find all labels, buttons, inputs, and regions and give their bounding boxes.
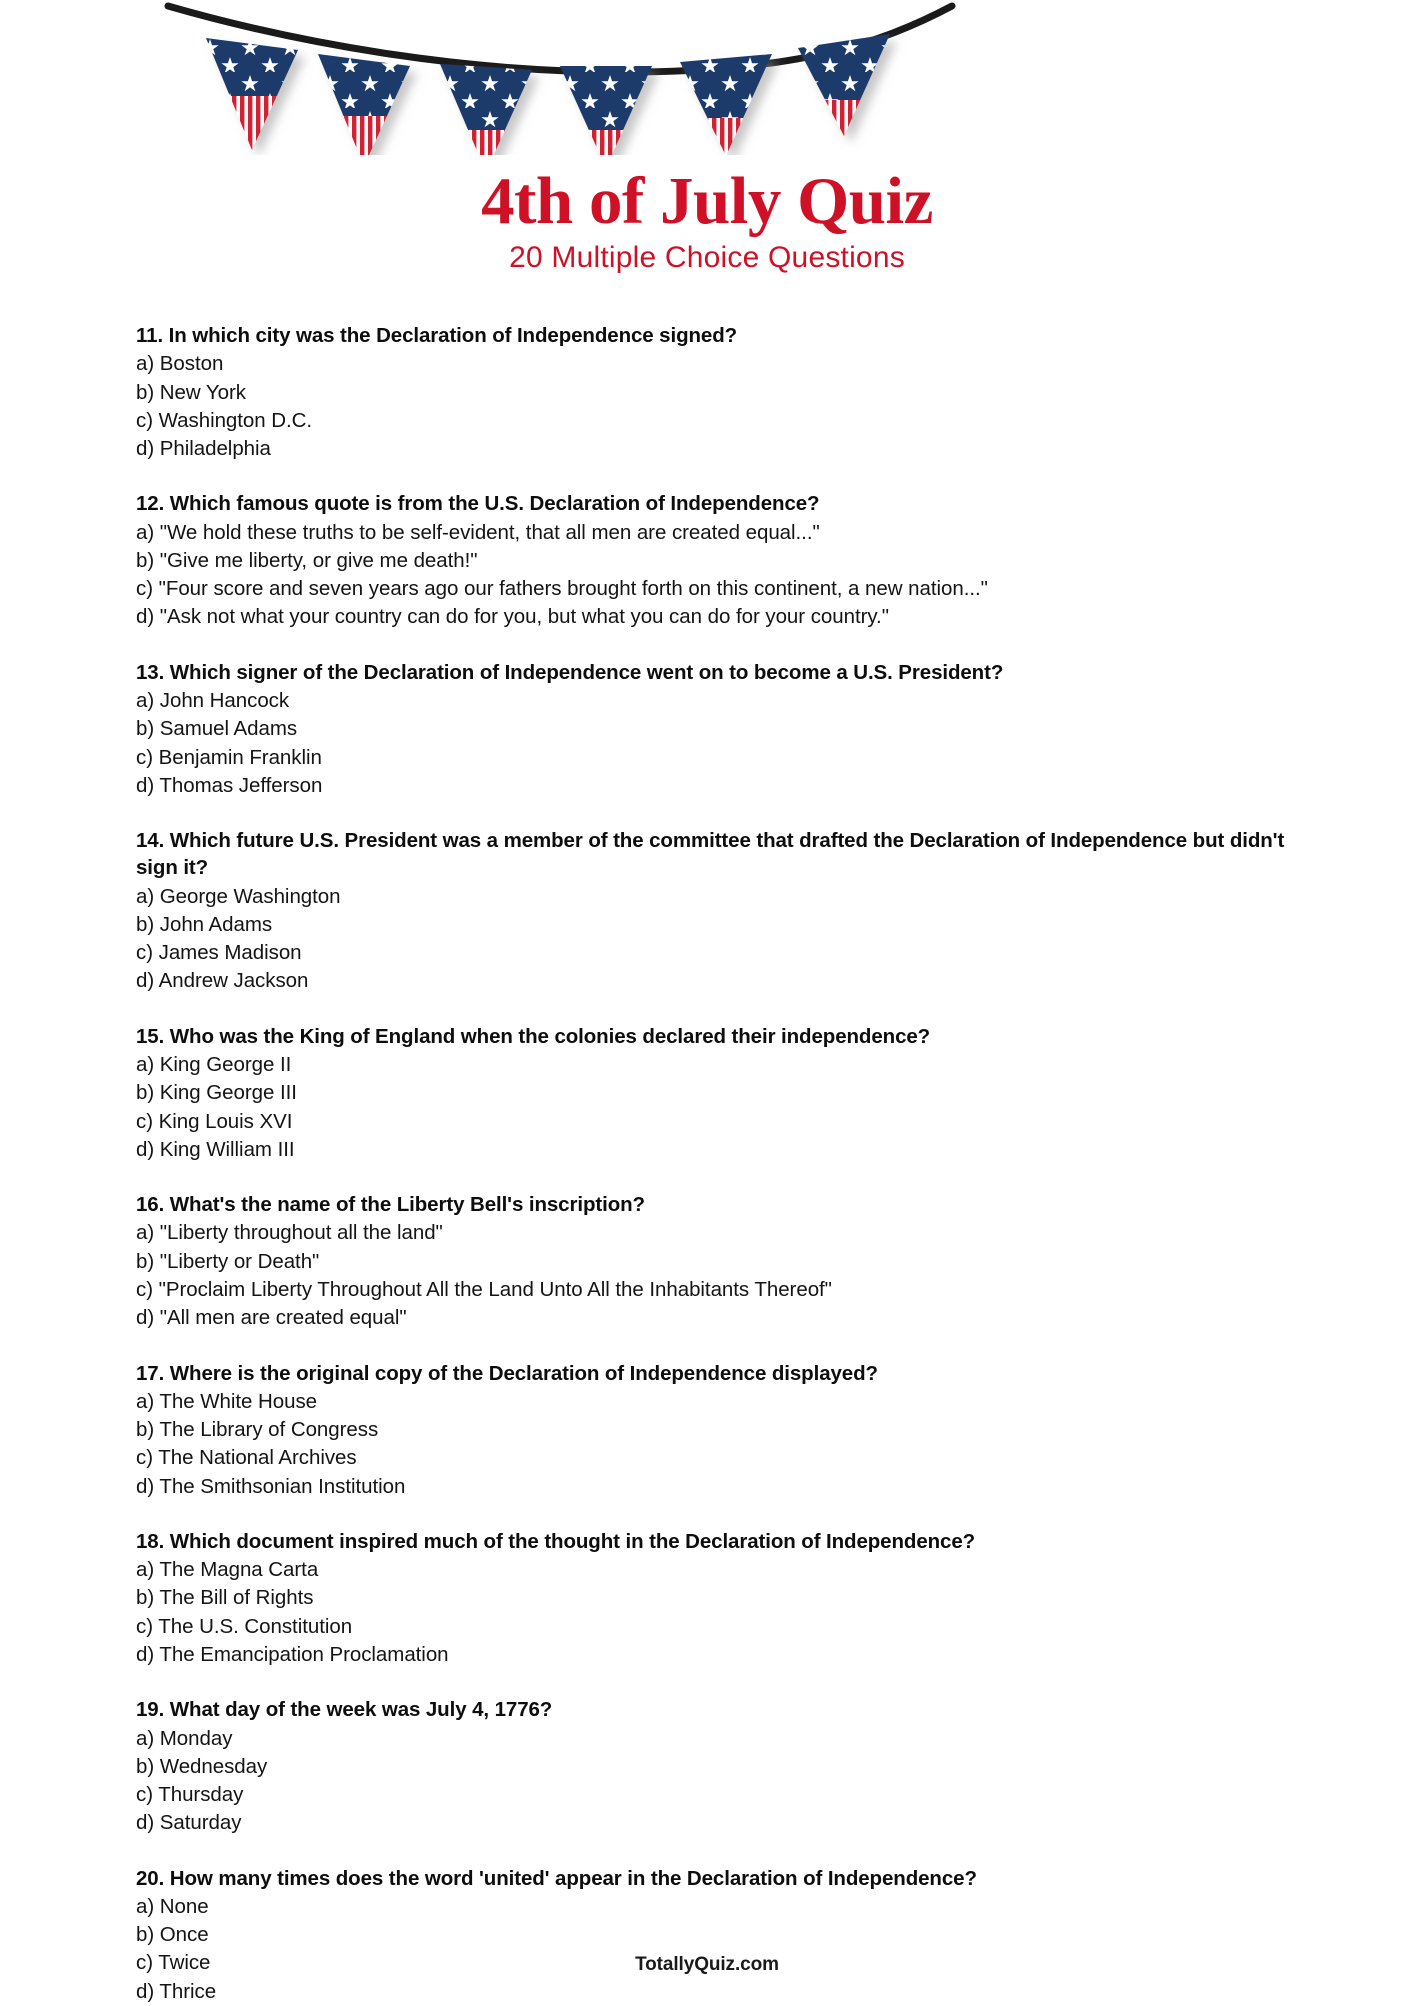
answer-option[interactable]: d) "Ask not what your country can do for you, but what you can do for your country." [136, 605, 889, 629]
answer-option[interactable]: d) The Smithsonian Institution [136, 1474, 406, 1498]
page-footer [0, 1954, 1414, 1976]
answer-option[interactable]: c) Thursday [136, 1783, 244, 1807]
question-text: 17. Where is the original copy of the Declaration of Independence displayed? [136, 1361, 878, 1385]
answer-option[interactable]: a) The Magna Carta [136, 1558, 319, 1582]
question-text: 18. Which document inspired much of the thought in the Declaration of Independence? [136, 1529, 976, 1553]
answer-option[interactable]: b) John Adams [136, 912, 273, 936]
question-text: 15. Who was the King of England when the colonies declared their independence? [136, 1024, 931, 1048]
bunting-flag-6 [782, 30, 912, 155]
answer-option[interactable]: b) "Liberty or Death" [136, 1249, 320, 1273]
answer-option[interactable]: a) "We hold these truths to be self-evident, that all men are created equal..." [136, 520, 820, 544]
page-subtitle: 20 Multiple Choice Questions [509, 241, 905, 274]
question-block [136, 322, 1326, 463]
answer-option[interactable]: c) The National Archives [136, 1446, 357, 1470]
answer-option[interactable]: b) "Give me liberty, or give me death!" [136, 548, 478, 572]
question-text: 16. What's the name of the Liberty Bell's inscription? [136, 1193, 645, 1217]
page-title: 4th of July Quiz [481, 164, 933, 238]
question-block [136, 1191, 1326, 1332]
answer-option[interactable]: c) The U.S. Constitution [136, 1614, 353, 1638]
answer-option-list [136, 687, 1326, 800]
answer-option-list [136, 1556, 1326, 1669]
question-block [136, 1528, 1326, 1669]
answer-option[interactable]: b) Samuel Adams [136, 717, 298, 741]
answer-option[interactable]: b) New York [136, 380, 246, 404]
answer-option[interactable]: b) The Bill of Rights [136, 1586, 314, 1610]
answer-option[interactable]: a) None [136, 1894, 209, 1918]
answer-option-list [136, 1219, 1326, 1332]
question-block [136, 1023, 1326, 1164]
answer-option[interactable]: a) George Washington [136, 884, 341, 908]
question-block [136, 827, 1326, 996]
answer-option[interactable]: a) Monday [136, 1726, 233, 1750]
question-text: 14. Which future U.S. President was a member of the committee that drafted the Declaration of Independence but didn't sign it? [136, 829, 1285, 880]
question-text: 20. How many times does the word 'united' appear in the Declaration of Independence? [136, 1866, 977, 1890]
question-block [136, 490, 1326, 631]
answer-option-list [136, 1893, 1326, 2006]
answer-option[interactable]: a) King George II [136, 1053, 292, 1076]
answer-option[interactable]: c) Twice [136, 1951, 211, 1975]
answer-option[interactable]: c) "Four score and seven years ago our fathers brought forth on this continent, a new nation..." [136, 577, 988, 601]
question-block [136, 1865, 1326, 2006]
answer-option[interactable]: c) Washington D.C. [136, 408, 313, 432]
answer-option[interactable]: d) Philadelphia [136, 437, 271, 461]
usa-bunting-flags-icon [0, 0, 1414, 155]
question-list [136, 322, 1326, 2006]
answer-option-list [136, 1725, 1326, 1838]
question-text: 19. What day of the week was July 4, 1776? [136, 1698, 553, 1722]
answer-option[interactable]: a) Boston [136, 352, 224, 376]
question-block [136, 1360, 1326, 1501]
question-block [136, 1696, 1326, 1837]
answer-option[interactable]: b) Wednesday [136, 1754, 268, 1778]
answer-option[interactable]: c) King Louis XVI [136, 1109, 293, 1133]
answer-option-list [136, 350, 1326, 463]
answer-option[interactable]: b) Once [136, 1923, 209, 1947]
answer-option[interactable]: c) James Madison [136, 941, 302, 965]
answer-option[interactable]: d) King William III [136, 1137, 295, 1161]
answer-option[interactable]: b) The Library of Congress [136, 1418, 379, 1442]
answer-option[interactable]: c) "Proclaim Liberty Throughout All the Land Unto All the Inhabitants Thereof" [136, 1277, 832, 1301]
answer-option[interactable]: a) John Hancock [136, 689, 290, 712]
question-text: 13. Which signer of the Declaration of Independence went on to become a U.S. President? [136, 660, 1004, 684]
answer-option-list [136, 519, 1326, 632]
bunting-flag-2 [302, 46, 432, 155]
answer-option[interactable]: d) Andrew Jackson [136, 969, 309, 993]
question-text: 12. Which famous quote is from the U.S. Declaration of Independence? [136, 492, 820, 516]
question-block [136, 659, 1326, 800]
title-block [0, 164, 1414, 274]
answer-option[interactable]: a) "Liberty throughout all the land" [136, 1221, 443, 1245]
answer-option-list [136, 1388, 1326, 1501]
answer-option[interactable]: a) The White House [136, 1389, 318, 1413]
question-text: 11. In which city was the Declaration of Independence signed? [136, 324, 738, 347]
page-header [0, 0, 1414, 300]
footer-brand-label: TotallyQuiz.com [635, 1954, 779, 1975]
answer-option-list [136, 1051, 1326, 1164]
answer-option[interactable]: b) King George III [136, 1081, 297, 1105]
answer-option[interactable]: d) Thomas Jefferson [136, 773, 323, 797]
answer-option[interactable]: d) Thrice [136, 1979, 217, 2003]
answer-option[interactable]: d) "All men are created equal" [136, 1306, 407, 1330]
bunting-flag-1 [190, 30, 320, 155]
answer-option-list [136, 883, 1326, 996]
answer-option[interactable]: c) Benjamin Franklin [136, 745, 322, 769]
answer-option[interactable]: d) Saturday [136, 1811, 242, 1835]
answer-option[interactable]: d) The Emancipation Proclamation [136, 1642, 449, 1666]
